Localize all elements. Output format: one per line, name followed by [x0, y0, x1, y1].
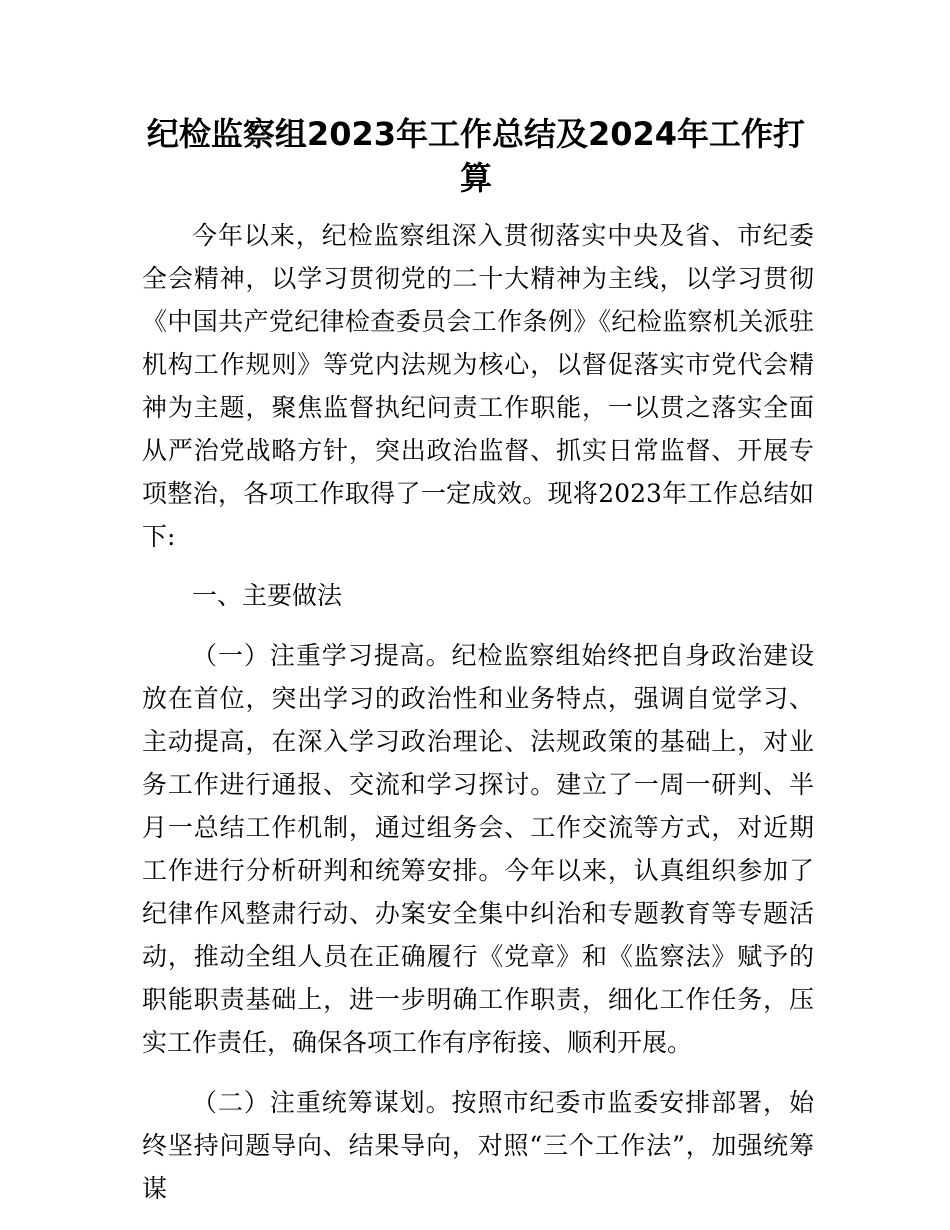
section-heading: 一、主要做法	[192, 581, 343, 610]
paragraph-planning: （二）注重统筹谋划。按照市纪委市监委安排部署，始终坚持问题导向、结果导向，对照“三个工作法”，加强统筹谋	[142, 1088, 814, 1203]
document-body	[142, 214, 814, 1210]
paragraph-study: （一）注重学习提高。纪检监察组始终把自身政治建设放在首位，突出学习的政治性和业务特点，强调自觉学习、主动提高，在深入学习政治理论、法规政策的基础上，对业务工作进行通报、交流和学习探讨。建立了一周一研判、半月一总结工作机制，通过组务会、工作交流等方式，对近期工作进行分析研判和统筹安排。今年以来，认真组织参加了纪律作风整肃行动、办案安全集中纠治和专题教育等专题活动，推动全组人员在正确履行《党章》和《监察法》赋予的职能职责基础上，进一步明确工作职责，细化工作任务，压实工作责任，确保各项工作有序衔接、顺利开展。	[142, 641, 814, 1057]
document-title: 纪检监察组2023年工作总结及2024年工作打算	[146, 115, 806, 197]
intro-paragraph: 今年以来，纪检监察组深入贯彻落实中央及省、市纪委全会精神，以学习贯彻党的二十大精神为主线，以学习贯彻《中国共产党纪律检查委员会工作条例》《纪检监察机关派驻机构工作规则》等党内法规为核心，以督促落实市党代会精神为主题，聚焦监督执纪问责工作职能，一以贯之落实全面从严治党战略方针，突出政治监督、抓实日常监督、开展专项整治，各项工作取得了一定成效。现将2023年工作总结如下:	[142, 221, 814, 551]
